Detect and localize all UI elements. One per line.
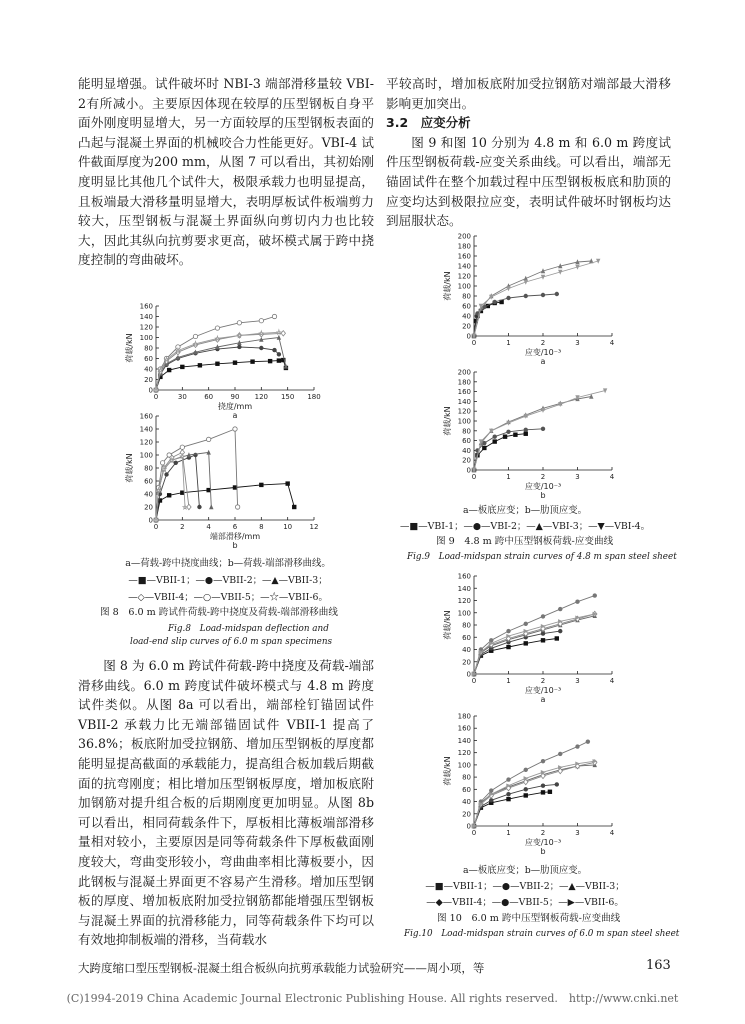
data-point	[187, 504, 191, 509]
fig10-caption: 图 10 6.0 m 跨中压型钢板荷载-应变曲线	[437, 913, 621, 924]
y-tick-label: 100	[457, 282, 471, 291]
section-heading: 3.2 应变分析	[386, 115, 471, 131]
data-point	[558, 752, 562, 756]
x-tick-label: 1	[506, 677, 511, 685]
series-line-VBII-5	[474, 596, 595, 674]
data-point	[506, 629, 510, 633]
data-point	[164, 472, 168, 476]
x-axis-label: 挠度/mm	[217, 402, 253, 411]
y-tick-label: 20	[462, 322, 471, 331]
x-tick-label: 2	[540, 473, 546, 481]
fig9-legend-2: —■—VBI-1；—●—VBI-2；—▲—VBI-3；—▼—VBI-4。	[400, 521, 650, 532]
data-point	[259, 319, 263, 323]
y-tick-label: 120	[457, 597, 471, 605]
data-point	[493, 434, 497, 438]
x-axis-label: 端部滑移/mm	[209, 532, 261, 541]
y-tick-label: 140	[457, 262, 471, 271]
data-point	[524, 641, 528, 645]
y-tick-label: 160	[457, 388, 471, 397]
data-point	[482, 305, 486, 309]
y-tick-label: 180	[457, 378, 471, 387]
series-line-VBII-1	[156, 484, 294, 520]
fig10-legend-2: —■—VBII-1；—●—VBII-2；—▲—VBII-3；	[425, 881, 625, 892]
data-point	[593, 593, 597, 597]
data-point	[506, 286, 510, 291]
x-tick-label: 0	[471, 473, 477, 481]
data-point	[524, 432, 528, 436]
y-tick-label: 40	[462, 798, 471, 807]
data-point	[524, 428, 528, 432]
y-tick-label: 60	[462, 785, 471, 794]
data-point	[167, 368, 171, 372]
data-point	[272, 314, 276, 318]
body-paragraph: 平较高时，增加板底附加受拉钢筋对端部最大滑移影响更加突出。	[386, 76, 671, 111]
y-tick-label: 60	[462, 437, 471, 446]
series-line-VBI-4	[474, 261, 598, 336]
figure-9a	[440, 230, 620, 366]
data-point	[555, 636, 559, 640]
series-line-VBII-1	[474, 639, 557, 675]
data-point	[160, 461, 164, 465]
data-point	[506, 645, 510, 649]
data-point	[555, 292, 559, 296]
body-paragraph: 图 8 为 6.0 m 跨试件荷载-跨中挠度及荷载-端部滑移曲线。6.0 m 跨度试件破坏模式与 4.8 m 跨度试件类似。从图 8a 可以看出，端部栓钉锚固试件 VBII-2 承载力比无端部锚固试件 VBII-1 提高了 36.8%；板底附加受拉钢筋、增加压型钢板的厚度都能明显提高截面的承载能力，提高组合板加载后期截面的抗弯刚度；相比增加压型钢板厚度，增加板底附加钢筋对提升组合板的后期刚度更加明显。从图 8b 可以看出，相同荷载条件下，厚板相比薄板端部滑移量相对较小，主要原因是同等荷载条件下厚板截面刚度较大，弯曲变形较小，弯曲曲率相比薄板要小，因此钢板与混凝土界面更不容易产生滑移。增加压型钢板的厚度、增加板底附加受拉钢筋都能增强压型钢板与混凝土界面的抗滑移能力，同等荷载条件下均可以有效地抑制板端的滑移，当荷载水	[78, 658, 374, 948]
data-point	[513, 433, 517, 437]
fig10-caption-en: Fig.10 Load-midspan strain curves of 6.0 m span steel sheet	[404, 929, 680, 939]
y-tick-label: 80	[144, 464, 153, 473]
x-tick-label: 6	[232, 523, 238, 531]
y-axis-label: 荷载/kN	[443, 406, 452, 436]
figure-9b	[440, 366, 620, 500]
y-tick-label: 40	[144, 490, 153, 499]
series-line-VBI-3	[474, 397, 591, 471]
y-tick-label: 0	[466, 466, 471, 475]
y-tick-label: 80	[462, 292, 471, 301]
x-tick-label: 2	[540, 677, 546, 685]
x-axis-label: 应变/10⁻³	[524, 838, 562, 847]
data-point	[237, 321, 241, 325]
y-tick-label: 60	[144, 355, 153, 363]
data-point	[524, 787, 528, 791]
y-axis-label: 荷载/kN	[443, 271, 452, 301]
data-point	[524, 622, 528, 626]
x-tick-label: 1	[506, 473, 511, 481]
y-tick-label: 40	[462, 646, 471, 654]
body-paragraph: 能明显增强。试件破坏时 NBI-3 端部滑移量较 VBI-2有所减小。主要原因体现在较厚的压型钢板自身平面外刚度明显增大，另一方面较厚的压型钢板表面的凸起与混凝土界面的机械咬合力性能更好。VBI-4 试件截面厚度为200 mm，从图 7 可以看出，其初始刚度明显比其他几个试件大，极限承载力也明显提高，且板端最大滑移量明显增大，表明厚板试件板端剪力较大，压型钢板与混凝土界面纵向剪切内力也比较大，因此其纵向抗剪要求更高，破坏模式属于跨中挠度控制的弯曲破坏。	[78, 76, 374, 268]
data-point	[558, 607, 562, 611]
y-tick-label: 100	[457, 417, 471, 426]
data-point	[206, 437, 210, 441]
data-point	[558, 629, 562, 633]
series-line-VBI-1	[474, 434, 526, 470]
y-tick-label: 120	[457, 407, 471, 416]
x-tick-label: 0	[153, 393, 159, 401]
y-tick-label: 200	[457, 368, 471, 377]
data-point	[237, 333, 241, 338]
x-tick-label: 4	[206, 523, 211, 531]
chart-fig8a	[122, 300, 322, 420]
chart-fig9a	[440, 230, 620, 366]
copyright-line: (C)1994-2019 China Academic Journal Electronic Publishing House. All rights reserved. http://www.cnki.net	[66, 992, 679, 1005]
figure-8a	[122, 300, 322, 420]
left-column-bottom	[78, 656, 374, 950]
y-tick-label: 160	[139, 412, 153, 421]
data-point	[285, 481, 289, 485]
x-axis-label: 应变/10⁻³	[524, 686, 562, 695]
x-axis-label: 应变/10⁻³	[524, 348, 562, 357]
x-tick-label: 3	[575, 677, 580, 685]
data-point	[193, 453, 197, 457]
data-point	[268, 359, 272, 363]
data-point	[233, 427, 237, 431]
data-point	[167, 453, 171, 457]
data-point	[506, 797, 510, 801]
fig10-legend-3: —◆—VBII-4；—●—VBII-5；—▶—VBII-6。	[426, 897, 624, 908]
data-point	[237, 345, 241, 349]
data-point	[524, 294, 528, 298]
fig9-caption: 图 9 4.8 m 跨中压型钢板荷载-应变曲线	[436, 536, 614, 547]
y-tick-label: 180	[457, 712, 471, 721]
page-number: 163	[646, 958, 671, 973]
data-point	[524, 768, 528, 772]
x-tick-label: 60	[204, 393, 214, 401]
data-point	[180, 445, 184, 449]
x-tick-label: 10	[283, 523, 293, 531]
y-tick-label: 40	[462, 312, 471, 321]
y-axis-label: 荷载/kN	[125, 333, 134, 363]
x-tick-label: 4	[609, 677, 615, 685]
fig8-legend-1: a—荷载-跨中挠度曲线；b—荷载-端部滑移曲线。	[125, 558, 331, 569]
chart-fig8b	[122, 410, 322, 550]
subfigure-label: b	[540, 491, 546, 500]
y-tick-label: 120	[139, 438, 153, 447]
y-tick-label: 60	[462, 633, 471, 642]
data-point	[206, 450, 210, 455]
y-tick-label: 60	[462, 302, 471, 311]
data-point	[506, 777, 510, 781]
x-tick-label: 0	[471, 829, 477, 837]
data-point	[541, 790, 545, 794]
data-point	[541, 759, 545, 763]
y-tick-label: 160	[457, 572, 471, 581]
data-point	[524, 793, 528, 797]
y-tick-label: 80	[144, 344, 153, 353]
y-tick-label: 40	[144, 365, 153, 374]
data-point	[259, 346, 263, 350]
subfigure-label: a	[540, 357, 546, 366]
data-point	[215, 326, 219, 330]
fig9-legend-1: a—板底应变；b—肋顶应变。	[462, 505, 588, 516]
data-point	[167, 493, 171, 497]
x-tick-label: 4	[609, 829, 615, 837]
data-point	[506, 296, 510, 300]
y-tick-label: 160	[457, 724, 471, 733]
x-tick-label: 2	[540, 829, 546, 837]
chart-fig10b	[440, 710, 620, 856]
data-point	[493, 439, 497, 443]
y-tick-label: 140	[457, 397, 471, 406]
y-tick-label: 120	[457, 272, 471, 281]
y-tick-label: 200	[457, 232, 471, 241]
y-tick-label: 140	[139, 313, 153, 321]
data-point	[503, 434, 507, 438]
data-point	[541, 427, 545, 431]
y-tick-label: 100	[457, 761, 471, 770]
y-tick-label: 160	[139, 302, 153, 311]
data-point	[493, 300, 497, 304]
data-point	[586, 739, 590, 743]
x-tick-label: 90	[230, 393, 240, 401]
y-tick-label: 120	[139, 323, 153, 332]
y-tick-label: 100	[139, 334, 153, 342]
y-axis-label: 荷载/kN	[125, 453, 134, 483]
figure-10a	[440, 570, 620, 704]
x-tick-label: 30	[177, 393, 187, 401]
data-point	[489, 798, 493, 802]
left-column-top	[78, 74, 374, 270]
fig8-caption-en-2: load-end slip curves of 6.0 m span specimens	[130, 637, 333, 647]
subfigure-label: b	[540, 847, 546, 856]
body-paragraph: 图 9 和图 10 分别为 4.8 m 和 6.0 m 跨度试件压型钢板荷载-应变关系曲线。可以看出，端部无锚固试件在整个加载过程中压型钢板板底和肋顶的应变均达到极限拉应变，表明试件破坏时钢板均达到屈服状态。	[386, 134, 671, 229]
data-point	[292, 505, 296, 509]
series-line-VBII-5	[474, 742, 588, 826]
data-point	[215, 362, 219, 366]
data-point	[541, 614, 545, 618]
data-point	[272, 348, 276, 352]
series-line-VBI-4	[474, 391, 605, 470]
fig9-caption-en: Fig.9 Load-midspan strain curves of 4.8 m span steel sheet	[407, 552, 677, 562]
data-point	[489, 788, 493, 792]
fig8-caption-en-1: Fig.8 Load-midspan deflection and	[168, 624, 329, 634]
data-point	[198, 363, 202, 367]
subfigure-label: a	[540, 695, 546, 704]
y-tick-label: 80	[462, 427, 471, 436]
y-tick-label: 0	[148, 516, 153, 525]
series-line-VBI-2	[474, 294, 557, 336]
data-point	[235, 505, 239, 509]
data-point	[506, 792, 510, 796]
right-column-top	[386, 74, 671, 231]
subfigure-label: b	[232, 541, 238, 550]
y-tick-label: 80	[462, 773, 471, 782]
x-tick-label: 2	[180, 523, 185, 531]
y-tick-label: 20	[462, 456, 471, 465]
x-tick-label: 1	[506, 339, 511, 347]
x-tick-label: 3	[575, 339, 580, 347]
data-point	[209, 504, 213, 509]
data-point	[193, 334, 197, 338]
chart-fig10a	[440, 570, 620, 704]
data-point	[541, 783, 545, 787]
data-point	[482, 441, 486, 445]
data-point	[183, 504, 187, 509]
subfigure-label: a	[232, 411, 238, 420]
data-point	[180, 365, 184, 369]
data-point	[575, 744, 579, 748]
data-point	[197, 505, 201, 509]
y-tick-label: 180	[457, 242, 471, 251]
data-point	[277, 358, 281, 362]
y-tick-label: 0	[466, 670, 471, 679]
data-point	[506, 430, 510, 434]
fig8-legend-3: —◇—VBII-4；—○—VBII-5；—☆—VBII-6。	[128, 592, 328, 603]
chart-fig9b	[440, 366, 620, 500]
data-point	[541, 293, 545, 297]
data-point	[233, 361, 237, 365]
x-tick-label: 150	[280, 393, 295, 401]
x-tick-label: 2	[540, 339, 546, 347]
running-footer: 大跨度缩口型压型钢板-混凝土组合板纵向抗剪承载能力试验研究——周小项，等	[78, 961, 485, 975]
y-tick-label: 0	[148, 386, 153, 395]
data-point	[277, 352, 281, 356]
y-tick-label: 40	[462, 446, 471, 455]
data-point	[281, 331, 285, 336]
fig8-caption: 图 8 6.0 m 跨试件荷载-跨中挠度及荷载-端部滑移曲线	[100, 607, 338, 618]
y-tick-label: 160	[457, 252, 471, 261]
series-line-VBII-1	[156, 360, 286, 390]
x-tick-label: 4	[609, 473, 615, 481]
x-tick-label: 1	[506, 829, 511, 837]
x-tick-label: 120	[254, 393, 269, 401]
y-tick-label: 120	[457, 749, 471, 758]
y-tick-label: 20	[462, 658, 471, 667]
y-tick-label: 140	[139, 425, 153, 434]
y-tick-label: 20	[144, 503, 153, 512]
y-tick-label: 140	[457, 736, 471, 745]
data-point	[259, 483, 263, 487]
data-point	[555, 782, 559, 786]
figure-8b	[122, 410, 322, 550]
x-axis-label: 应变/10⁻³	[524, 482, 562, 491]
x-tick-label: 0	[471, 339, 477, 347]
data-point	[482, 446, 486, 450]
data-point	[250, 359, 254, 363]
x-tick-label: 0	[153, 523, 159, 531]
y-axis-label: 荷载/kN	[443, 610, 452, 640]
y-tick-label: 60	[144, 477, 153, 486]
x-tick-label: 3	[575, 473, 580, 481]
y-tick-label: 0	[466, 332, 471, 341]
x-tick-label: 3	[575, 829, 580, 837]
y-tick-label: 140	[457, 584, 471, 593]
x-tick-label: 180	[307, 393, 321, 401]
y-axis-label: 荷载/kN	[443, 756, 452, 786]
y-tick-label: 100	[139, 451, 153, 460]
data-point	[548, 790, 552, 794]
data-point	[575, 600, 579, 604]
y-tick-label: 20	[144, 376, 153, 384]
fig10-legend-1: a—板底应变；b—肋顶应变。	[462, 865, 588, 876]
x-tick-label: 8	[259, 523, 264, 531]
x-tick-label: 0	[471, 677, 477, 685]
y-tick-label: 100	[457, 609, 471, 618]
x-tick-label: 4	[609, 339, 615, 347]
data-point	[541, 638, 545, 642]
y-tick-label: 80	[462, 621, 471, 630]
fig8-legend-2: —■—VBII-1；—●—VBII-2；—▲—VBII-3；	[128, 575, 328, 586]
x-tick-label: 12	[309, 523, 319, 531]
y-tick-label: 0	[466, 822, 471, 831]
figure-10b	[440, 710, 620, 856]
data-point	[174, 461, 178, 465]
y-tick-label: 20	[462, 810, 471, 819]
